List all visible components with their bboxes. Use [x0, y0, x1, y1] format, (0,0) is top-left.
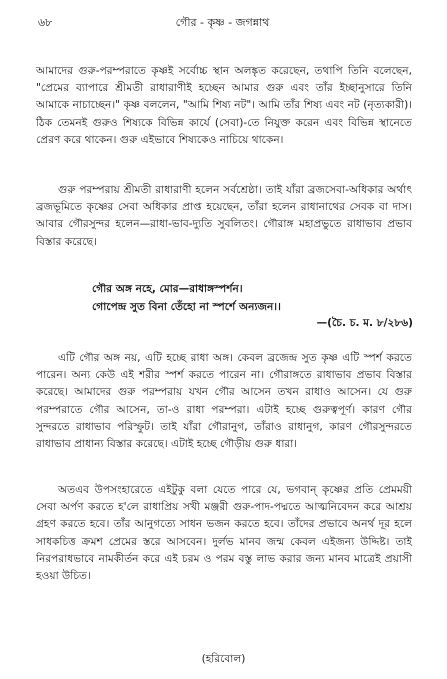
verse-citation: —(চৈ. চ. ম. ৮/২৮৬) — [316, 317, 413, 329]
verse-quote — [92, 280, 412, 316]
verse-line-2: গোপেন্দ্র সুত বিনা তেঁহো না স্পর্শে অন্যজন।। — [92, 301, 281, 313]
verse-line-1: গৌর অঙ্গ নহে, মোর—রাধাঙ্গস্পর্শন। — [92, 283, 243, 295]
paragraph-3: এটি গৌর অঙ্গ নয়, এটি হচ্ছে রাধা অঙ্গ। কেবল ব্রজেন্দ্র সুত কৃষ্ণ এটি স্পর্শ করতে পারেন। অন্য কেউ এই শরীর স্পর্শ করতে পারেন না। গৌরাঙ্গতে রাধাভাব প্রভাব বিস্তার করেছে। আমাদের গুরু পরম্পরায় যখন গৌর আসেন তখন রাধাও আসেন। যে গুরু পরম্পরাতে গৌর আসেন, তা-ও রাধা পরম্পরা। এটাই হচ্ছে গুরুত্বপূর্ণ। কারণ গৌর সুন্দরতে রাধাভাব পরিস্ফুট। তাই যাঁরা গৌরানুগ, তাঁরাও রাধানুগ, কারণ গৌরসুন্দরতে রাধাভাব প্রাধান্য বিস্তার করেছে। এটাই হচ্ছে গৌড়ীয় গুরু ধারা। — [36, 352, 412, 451]
running-title: গৌর - কৃষ্ণ - জগন্নাথ — [175, 16, 270, 29]
paragraph-2: গুরু পরম্পরায় শ্রীমতী রাধারাণী হলেন সর্বশ্রেষ্ঠা। তাই যাঁরা ব্রজসেবা-অধিকার অর্থাৎ ব্রজভূমিতে কৃষ্ণের সেবা অধিকার প্রাপ্ত হয়েছেন, তাঁরা হলেন রাধানাথের সেবক বা দাস। আবার গৌরসুন্দর হলেন—রাধা-ভাব-দ্যুতি সুবলিতং। গৌরাঙ্গ মহাপ্রভুতে রাধাভাব প্রভাব বিস্তার করেছে। — [36, 184, 412, 248]
paragraph-4: অতএব উপসংহারেতে এইটুকু বলা যেতে পারে যে, ভগবান্ কৃষ্ণের প্রতি প্রেমময়ী সেবা অর্পণ করতে হ'লে রাধাপ্রিয় সখী মঞ্জরী গুরু-পাদ-পদ্মতে আত্মনিবেদন করে আশ্রয় গ্রহণ করতে হবে। তাঁর আনুগত্যে সাধন ভজন করতে হবে। তাঁদের প্রভাবে অনর্থ দূর হলে সাধকচিত্ত ক্রমশ প্রেমের স্তরে আসবেন। দুর্লভ মানব জন্ম কেবল এইজন্য উদ্দিষ্ট। তাই নিরপরাধভাবে নামকীর্তন করে এই চরম ও পরম বস্তু লাভ করার জন্য মানব মাত্রেই প্রয়াসী হওয়া উচিত। — [36, 484, 412, 583]
paragraph-1: আমাদের গুরু-পরম্পরাতে কৃষ্ণই সর্বোচ্চ স্থান অলঙ্কৃত করেছেন, তথাপি তিনি বলেছেন, "প্রেমের ব্যাপারে শ্রীমতী রাধারাণীই হচ্ছেন আমার গুরু এবং তাঁর ইচ্ছানুসারে তিনি আমাকে নাচাচ্ছেন।" কৃষ্ণ বললেন, "আমি শিষ্য নট"। আমি তাঁর শিষ্য এবং নট (নৃত্যকারী)। ঠিক তেমনই গুরুও শিষ্যকে বিভিন্ন কার্যে (সেবা)-তে নিযুক্ত করেন এবং বিভিন্ন স্থানেতে প্রেরণ করে থাকেন। গুরু এইভাবে শিষ্যকেও নাচিয়ে থাকেন। — [36, 65, 412, 146]
closing-exclamation: (হরিবোল) — [201, 653, 246, 665]
page-header — [38, 14, 407, 30]
page-number: ৬৮ — [38, 16, 53, 29]
